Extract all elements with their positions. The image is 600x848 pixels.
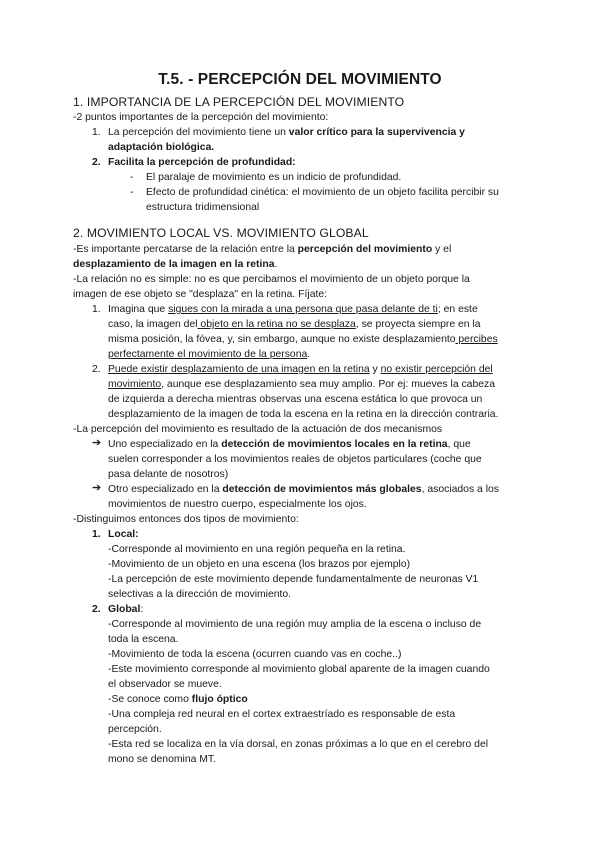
list-number: 2. <box>92 604 101 615</box>
arrow-bullet-icon: ➔ <box>92 437 102 449</box>
list-item-continuation: perfectamente el movimiento de la persona. <box>108 349 311 360</box>
list-item: Facilita la percepción de profundidad: <box>108 157 296 168</box>
local-detail: -Movimiento de un objeto en una escena (los brazos por ejemplo) <box>108 559 411 570</box>
list-item-continuation: de izquierda a derecha mientras observas una escena estática lo que provoca un <box>108 394 483 405</box>
list-item-continuation: movimiento, aunque ese desplazamiento sea muy amplio. Por ej: mueves la cabeza <box>108 379 495 390</box>
sub-item: Efecto de profundidad cinética: el movimiento de un objeto facilita percibir su <box>146 187 499 198</box>
arrow-item-continuation: suelen corresponder a los movimientos reales de objetos particulares (coche que <box>108 454 482 465</box>
local-detail-continuation: selectivas a la dirección de movimiento. <box>108 589 292 600</box>
arrow-item-continuation: movimientos de nuestro cuerpo, especialmente los ojos. <box>108 499 367 510</box>
global-detail-continuation: toda la escena. <box>108 634 179 645</box>
paragraph: -Es importante percatarse de la relación entre la percepción del movimiento y el <box>73 244 452 255</box>
list-item: La percepción del movimiento tiene un valor crítico para la supervivencia y <box>108 127 465 138</box>
paragraph: -La percepción del movimiento es resultado de la actuación de dos mecanismos <box>73 424 443 435</box>
list-number: 2. <box>92 364 101 375</box>
list-item-continuation: misma posición, la fóvea, y, sin embargo, aunque no existe desplazamiento percibes <box>108 334 498 345</box>
arrow-bullet-icon: ➔ <box>92 482 102 494</box>
list-item: Imagina que sigues con la mirada a una persona que pasa delante de ti; en este <box>108 304 478 315</box>
global-detail: -Corresponde al movimiento de una región muy amplia de la escena o incluso de <box>108 619 482 630</box>
list-number: 1. <box>92 304 101 315</box>
arrow-item: Otro especializado en la detección de movimientos más globales, asociados a los <box>108 484 499 495</box>
type-global-label: Global: <box>108 604 144 615</box>
global-detail-continuation: el observador se mueve. <box>108 679 222 690</box>
list-number: 1. <box>92 127 101 138</box>
global-detail-continuation: mono se denomina MT. <box>108 754 216 765</box>
list-item: Puede existir desplazamiento de una imagen en la retina y no existir percepción del <box>108 364 493 375</box>
global-detail: -Una compleja red neural en el cortex extraestríado es responsable de esta <box>108 709 456 720</box>
global-detail: -Se conoce como flujo óptico <box>108 694 248 705</box>
list-number: 2. <box>92 157 101 168</box>
paragraph: -La relación no es simple: no es que percibamos el movimiento de un objeto porque la <box>73 274 470 285</box>
global-detail-continuation: percepción. <box>108 724 162 735</box>
section-1-intro: -2 puntos importantes de la percepción del movimiento: <box>73 112 329 123</box>
page-title: T.5. - PERCEPCIÓN DEL MOVIMIENTO <box>158 71 442 88</box>
dash-bullet: - <box>130 187 134 198</box>
list-item-continuation: desplazamiento de la imagen de toda la escena en la retina en la dirección contraria. <box>108 409 499 420</box>
paragraph-continuation: imagen de ese objeto se "desplaza" en la retina. Fíjate: <box>73 289 328 300</box>
sub-item-continuation: estructura tridimensional <box>146 202 260 213</box>
paragraph: -Distinguimos entonces dos tipos de movimiento: <box>73 514 299 525</box>
section-1-heading: 1. IMPORTANCIA DE LA PERCEPCIÓN DEL MOVIMIENTO <box>73 95 405 109</box>
list-number: 1. <box>92 529 101 540</box>
arrow-item: Uno especializado en la detección de movimientos locales en la retina, que <box>108 439 471 450</box>
section-2-heading: 2. MOVIMIENTO LOCAL VS. MOVIMIENTO GLOBAL <box>73 226 369 240</box>
list-item-continuation: caso, la imagen del objeto en la retina no se desplaza, se proyecta siempre en la <box>108 319 481 330</box>
type-local-label: Local: <box>108 529 139 540</box>
list-item-continuation: adaptación biológica. <box>108 142 215 153</box>
sub-item: El paralaje de movimiento es un indicio de profundidad. <box>146 172 402 183</box>
global-detail: -Movimiento de toda la escena (ocurren cuando vas en coche..) <box>108 649 402 660</box>
local-detail: -Corresponde al movimiento en una región pequeña en la retina. <box>108 544 406 555</box>
global-detail: -Este movimiento corresponde al movimiento global aparente de la imagen cuando <box>108 664 490 675</box>
dash-bullet: - <box>130 172 134 183</box>
arrow-item-continuation: pasa delante de nosotros) <box>108 469 229 480</box>
local-detail: -La percepción de este movimiento depende fundamentalmente de neuronas V1 <box>108 574 479 585</box>
global-detail: -Esta red se localiza en la vía dorsal, en zonas próximas a lo que en el cerebro del <box>108 739 489 750</box>
paragraph-continuation: desplazamiento de la imagen en la retina. <box>73 259 278 270</box>
